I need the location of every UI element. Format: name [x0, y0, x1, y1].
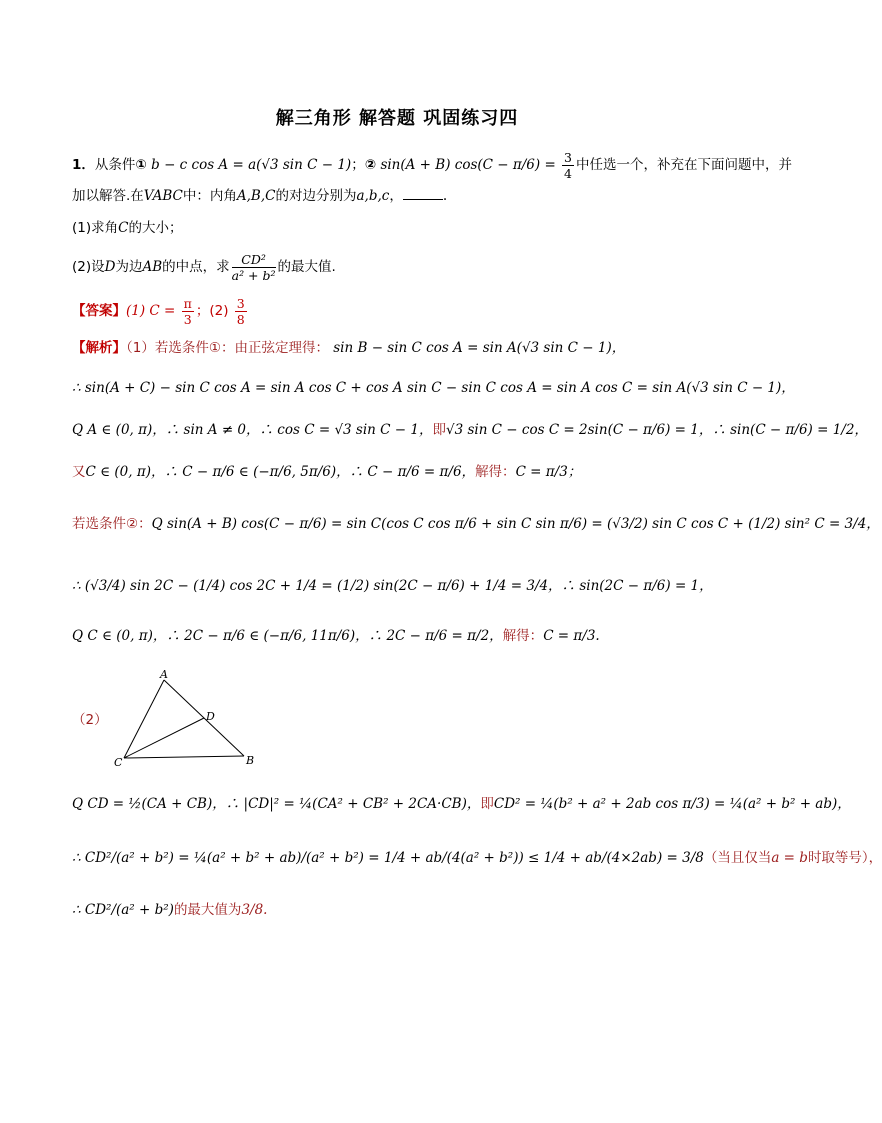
condition-2-fraction: $\frac{3}{4}$ [564, 150, 572, 181]
vertex-label-a: A [160, 668, 168, 681]
solution-line-3: Q A ∈ (0, π)，∴ sin A ≠ 0，∴ cos C = √3 sin C − 1，即√3 sin C − cos C = 2sin(C − π/6) = 1，∴ sin(C − π/6) = 1/2， [72, 422, 868, 438]
condition-2-mark: ② [364, 157, 377, 173]
solution-line-6: ∴ (√3/4) sin 2C − (1/4) cos 2C + 1/4 = (1/2) sin(2C − π/6) + 1/4 = 3/4，∴ sin(2C − π/6) = 1， [72, 578, 713, 594]
triangle-diagram [72, 666, 292, 776]
question-line-1: 1．从条件① b − c cos A = a(√3 sin C − 1)；② sin(A + B) cos(C − π/6) = $\frac{3}{4}$ 中任选一个，补充在下面问题中，并 [72, 150, 792, 181]
vertex-label-b: B [246, 754, 255, 767]
condition-1-mark: ① [135, 157, 147, 173]
solution-line-10: ∴ CD²/(a² + b²)的最大值为3/8. [72, 902, 268, 918]
solution-line-7: Q C ∈ (0, π)，∴ 2C − π/6 ∈ (−π/6, 11π/6)，∴ 2C − π/6 = π/2，解得：C = π/3. [72, 628, 600, 644]
question-part-2: (2)设D为边AB的中点，求 $\frac{\text{CD²}}{\text{a² + b²}}$ 的最大值. [72, 252, 336, 283]
question-part-1: (1)求角C的大小； [72, 220, 183, 236]
solution-label: 【解析】 [72, 340, 126, 356]
point-label-d: D [206, 710, 215, 723]
question-number: 1． [72, 157, 95, 173]
page-title: 解三角形 解答题 巩固练习四 [275, 108, 519, 129]
solution-line-2: ∴ sin(A + C) − sin C cos A = sin A cos C + cos A sin C − sin C cos A = sin A cos C = sin A(√3 sin C − 1)， [72, 380, 795, 396]
solution-line-4: 又C ∈ (0, π)，∴ C − π/6 ∈ (−π/6, 5π/6)，∴ C − π/6 = π/6，解得：C = π/3； [72, 464, 582, 480]
triangle-symbol: VABC [143, 188, 183, 204]
vertex-label-c: C [114, 756, 123, 769]
median-cd [124, 718, 204, 758]
question-line-2: 加以解答.在VABC中：内角A,B,C的对边分别为a,b,c， . [72, 188, 448, 204]
answer-label: 【答案】 [72, 303, 126, 319]
side-cb [124, 756, 244, 758]
solution-line-9: ∴ CD²/(a² + b²) = ¼(a² + b² + ab)/(a² + b²) = 1/4 + ab/(4(a² + b²)) ≤ 1/4 + ab/(4×2ab) = 3/8（当且仅当a = b时取等号）， [72, 850, 882, 866]
solution-line-5: 若选条件②：Q sin(A + B) cos(C − π/6) = sin C(cos C cos π/6 + sin C sin π/6) = (√3/2) sin C cos C + (1/2) sin² C = 3/4， [72, 516, 880, 532]
answer-blank [403, 187, 443, 200]
condition-2-formula: sin(A + B) cos(C − π/6) = [380, 157, 561, 173]
condition-1-formula: b − c cos A = a(√3 sin C − 1) [151, 157, 352, 173]
part-2-fraction: $\frac{\text{CD²}}{\text{a² + b²}}$ [231, 252, 276, 283]
solution-line-8: Q CD = ½(CA + CB)，∴ |CD|² = ¼(CA² + CB² + 2CA·CB)，即CD² = ¼(b² + a² + 2ab cos π/3) = ¼(a² + b² + ab)， [72, 796, 851, 812]
side-ca [124, 680, 164, 758]
solution-part-2-label: （2） [72, 712, 108, 728]
solution-line-1: 【解析】（1）若选条件①：由正弦定理得： sin B − sin C cos A = sin A(√3 sin C − 1)， [72, 340, 626, 356]
answer-line: 【答案】(1) C = $\frac{\pi}{3}$ ；(2) $\frac{3}{8}$ [72, 296, 245, 327]
